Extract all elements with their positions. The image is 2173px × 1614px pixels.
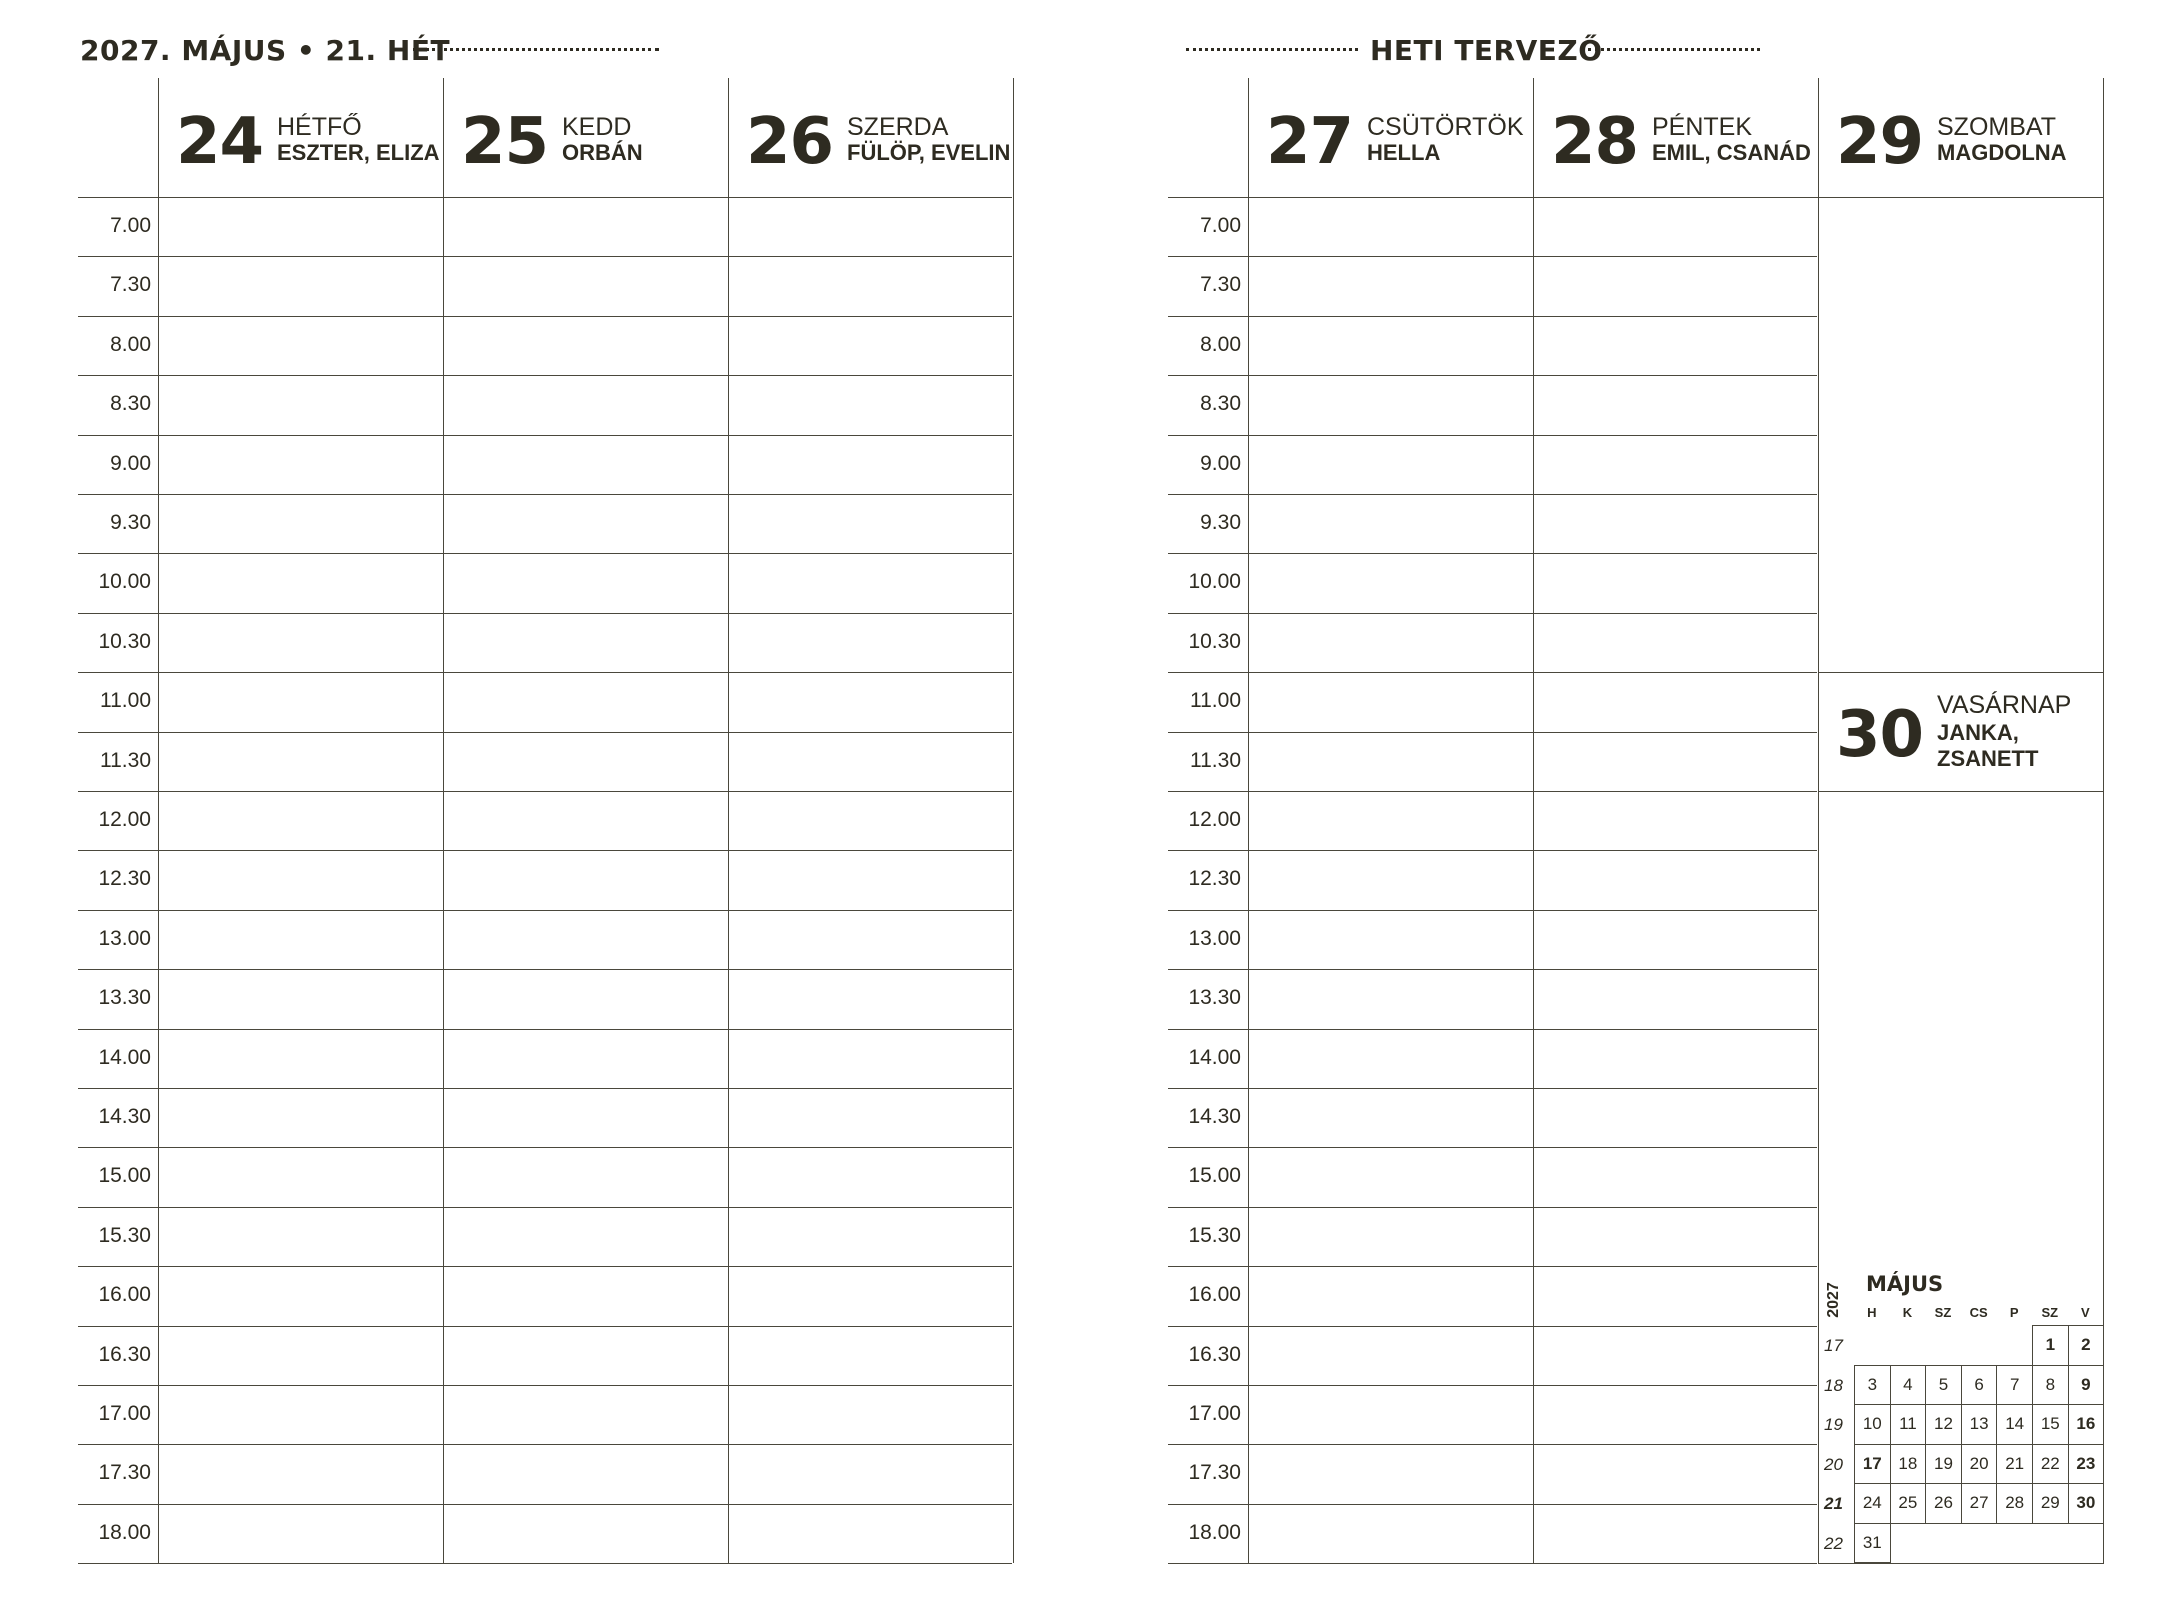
day-name: VASÁRNAP xyxy=(1937,691,2072,719)
time-slot[interactable] xyxy=(1248,494,1533,553)
time-label: 8.30 xyxy=(110,392,151,416)
time-label: 16.00 xyxy=(1188,1283,1241,1307)
mini-calendar-weekday-header: V xyxy=(2081,1305,2090,1320)
time-slot[interactable] xyxy=(1248,613,1533,672)
time-slot[interactable] xyxy=(443,1444,728,1503)
time-slot[interactable] xyxy=(728,1207,1013,1266)
day-name: PÉNTEK xyxy=(1652,113,1753,141)
time-slot[interactable] xyxy=(1248,1266,1533,1325)
time-slot[interactable] xyxy=(158,850,443,909)
time-slot[interactable] xyxy=(728,672,1013,731)
time-slot[interactable] xyxy=(443,1385,728,1444)
time-slot[interactable] xyxy=(443,1088,728,1147)
mini-calendar-year-box xyxy=(1820,1275,1848,1318)
time-slot[interactable] xyxy=(728,1088,1013,1147)
time-label: 15.00 xyxy=(98,1164,151,1188)
mini-calendar-week-number: 21 xyxy=(1824,1494,1843,1513)
mini-calendar-day[interactable]: 16 xyxy=(2068,1404,2105,1445)
mini-calendar-day[interactable]: 26 xyxy=(1925,1483,1962,1524)
mini-calendar-day[interactable]: 20 xyxy=(1961,1444,1998,1485)
name-days: JANKA, xyxy=(1937,720,2019,745)
time-slot[interactable] xyxy=(443,1207,728,1266)
time-label: 13.00 xyxy=(98,926,151,950)
time-slot[interactable] xyxy=(1533,1504,1818,1563)
time-slot[interactable] xyxy=(158,613,443,672)
time-slot[interactable] xyxy=(158,1088,443,1147)
day-name: HÉTFŐ xyxy=(277,113,362,141)
time-slot[interactable] xyxy=(1248,553,1533,612)
time-slot[interactable] xyxy=(158,256,443,315)
time-slot[interactable] xyxy=(443,1266,728,1325)
time-label: 15.00 xyxy=(1188,1164,1241,1188)
time-slot[interactable] xyxy=(1533,969,1818,1028)
mini-calendar-weekday-header: P xyxy=(2009,1305,2019,1320)
name-days: ORBÁN xyxy=(562,140,643,165)
mini-calendar-week-number: 20 xyxy=(1824,1454,1843,1474)
time-slot[interactable] xyxy=(1248,1147,1533,1206)
time-slot[interactable] xyxy=(728,435,1013,494)
mini-calendar-day[interactable]: 31 xyxy=(1854,1523,1891,1564)
time-slot[interactable] xyxy=(728,850,1013,909)
mini-calendar-weekday-header: H xyxy=(1867,1305,1877,1320)
time-slot[interactable] xyxy=(158,553,443,612)
time-label: 16.00 xyxy=(98,1283,151,1307)
day-number: 24 xyxy=(176,105,264,179)
mini-calendar-week-number: 22 xyxy=(1824,1533,1843,1553)
time-label: 7.00 xyxy=(1200,214,1241,237)
mini-calendar-week-number: 17 xyxy=(1824,1336,1843,1355)
time-slot[interactable] xyxy=(158,1385,443,1444)
time-slot[interactable] xyxy=(728,316,1013,375)
mini-calendar-day[interactable]: 29 xyxy=(2032,1483,2069,1524)
time-slot[interactable] xyxy=(1248,1504,1533,1563)
mini-calendar-day[interactable]: 3 xyxy=(1854,1365,1891,1406)
mini-calendar-day[interactable]: 30 xyxy=(2068,1483,2105,1524)
time-slot[interactable] xyxy=(1248,1029,1533,1088)
mini-calendar-day[interactable]: 1 xyxy=(2032,1325,2069,1366)
time-slot[interactable] xyxy=(728,1029,1013,1088)
time-label: 17.00 xyxy=(98,1402,151,1425)
time-slot[interactable] xyxy=(728,553,1013,612)
time-slot[interactable] xyxy=(1533,256,1818,315)
mini-calendar-day[interactable]: 14 xyxy=(1996,1404,2033,1445)
name-days: EMIL, CSANÁD xyxy=(1652,140,1811,165)
time-slot[interactable] xyxy=(728,791,1013,850)
time-slot[interactable] xyxy=(1533,375,1818,434)
time-slot[interactable] xyxy=(443,613,728,672)
time-label: 12.30 xyxy=(1188,867,1241,891)
right-title-dotted-rule-right xyxy=(1588,48,1760,51)
sunday-top-border xyxy=(1818,672,2104,673)
time-label: 18.00 xyxy=(98,1520,151,1544)
day-column-divider xyxy=(1013,78,1014,1563)
time-label: 17.30 xyxy=(1188,1461,1241,1485)
time-slot[interactable] xyxy=(158,375,443,434)
time-label: 13.30 xyxy=(1188,986,1241,1010)
day-number: 26 xyxy=(746,105,834,179)
mini-calendar-day[interactable]: 28 xyxy=(1996,1483,2033,1524)
day-name: KEDD xyxy=(562,113,632,141)
name-days: FÜLÖP, EVELIN xyxy=(847,140,1011,165)
time-label: 14.00 xyxy=(1188,1045,1241,1069)
row-divider xyxy=(78,1563,1012,1564)
time-label: 17.30 xyxy=(98,1461,151,1485)
right-title-dotted-rule-left xyxy=(1186,48,1358,51)
time-slot[interactable] xyxy=(1533,553,1818,612)
day-name: CSÜTÖRTÖK xyxy=(1367,113,1524,141)
time-slot[interactable] xyxy=(728,1444,1013,1503)
mini-calendar-day[interactable]: 4 xyxy=(1890,1365,1927,1406)
saturday-notes-area[interactable] xyxy=(1818,198,2103,672)
time-slot[interactable] xyxy=(443,791,728,850)
time-label: 18.00 xyxy=(1188,1520,1241,1544)
mini-calendar-day[interactable]: 22 xyxy=(2032,1444,2069,1485)
time-slot[interactable] xyxy=(728,1147,1013,1206)
mini-calendar-day[interactable]: 23 xyxy=(2068,1444,2105,1485)
mini-calendar-day[interactable]: 6 xyxy=(1961,1365,1998,1406)
time-slot[interactable] xyxy=(728,197,1013,256)
time-slot[interactable] xyxy=(1533,435,1818,494)
time-slot[interactable] xyxy=(443,732,728,791)
time-label: 8.30 xyxy=(1200,392,1241,416)
time-slot[interactable] xyxy=(158,910,443,969)
time-slot[interactable] xyxy=(443,910,728,969)
mini-calendar-day[interactable]: 18 xyxy=(1890,1444,1927,1485)
mini-calendar-day[interactable]: 2 xyxy=(2068,1325,2105,1366)
day-number: 29 xyxy=(1836,105,1924,179)
time-slot[interactable] xyxy=(728,969,1013,1028)
time-slot[interactable] xyxy=(1248,1385,1533,1444)
time-slot[interactable] xyxy=(728,613,1013,672)
mini-calendar-day[interactable]: 15 xyxy=(2032,1404,2069,1445)
name-days: HELLA xyxy=(1367,140,1441,165)
time-slot[interactable] xyxy=(1248,850,1533,909)
time-slot[interactable] xyxy=(443,256,728,315)
time-slot[interactable] xyxy=(1533,1088,1818,1147)
name-days: MAGDOLNA xyxy=(1937,140,2067,165)
time-slot[interactable] xyxy=(728,375,1013,434)
day-number: 27 xyxy=(1266,105,1354,179)
row-divider xyxy=(1168,1563,1817,1564)
time-slot[interactable] xyxy=(443,435,728,494)
mini-calendar-day[interactable]: 11 xyxy=(1890,1404,1927,1445)
time-label: 11.00 xyxy=(1190,689,1241,713)
time-slot[interactable] xyxy=(1533,1266,1818,1325)
mini-calendar-weekday-header: SZ xyxy=(1934,1305,1952,1320)
time-label: 8.00 xyxy=(110,332,151,356)
time-slot[interactable] xyxy=(1248,969,1533,1028)
time-label: 11.30 xyxy=(1190,748,1241,772)
time-slot[interactable] xyxy=(158,197,443,256)
time-slot[interactable] xyxy=(728,1266,1013,1325)
time-slot[interactable] xyxy=(1533,1207,1818,1266)
time-label: 15.30 xyxy=(1188,1223,1241,1247)
time-slot[interactable] xyxy=(443,494,728,553)
time-slot[interactable] xyxy=(1533,672,1818,731)
mini-calendar-day[interactable]: 13 xyxy=(1961,1404,1998,1445)
time-label: 11.30 xyxy=(100,748,151,772)
name-days: ESZTER, ELIZA xyxy=(277,140,440,165)
time-slot[interactable] xyxy=(158,435,443,494)
time-slot[interactable] xyxy=(728,1326,1013,1385)
time-slot[interactable] xyxy=(1248,910,1533,969)
sunday-notes-area[interactable] xyxy=(1818,792,2103,1262)
mini-calendar-day[interactable]: 10 xyxy=(1854,1404,1891,1445)
time-slot[interactable] xyxy=(728,256,1013,315)
time-slot[interactable] xyxy=(728,1385,1013,1444)
mini-calendar-day[interactable]: 7 xyxy=(1996,1365,2033,1406)
mini-calendar-weekday-header: K xyxy=(1902,1305,1913,1320)
time-slot[interactable] xyxy=(1248,732,1533,791)
mini-calendar-day[interactable]: 12 xyxy=(1925,1404,1962,1445)
left-title-dotted-rule xyxy=(413,48,659,51)
time-label: 8.00 xyxy=(1200,332,1241,356)
time-slot[interactable] xyxy=(1533,197,1818,256)
time-slot[interactable] xyxy=(158,969,443,1028)
time-slot[interactable] xyxy=(443,672,728,731)
time-label: 13.00 xyxy=(1188,926,1241,950)
time-label: 10.00 xyxy=(98,570,151,594)
day-number: 30 xyxy=(1836,698,1924,772)
time-slot[interactable] xyxy=(158,672,443,731)
time-label: 9.30 xyxy=(110,511,151,534)
time-slot[interactable] xyxy=(443,1147,728,1206)
time-label: 10.30 xyxy=(1188,629,1241,653)
time-slot[interactable] xyxy=(1248,1088,1533,1147)
time-slot[interactable] xyxy=(443,969,728,1028)
time-slot[interactable] xyxy=(728,910,1013,969)
right-page-title: HETI TERVEZŐ xyxy=(1370,34,1603,67)
time-label: 16.30 xyxy=(98,1342,151,1366)
mini-calendar-week-number: 18 xyxy=(1824,1375,1843,1395)
time-slot[interactable] xyxy=(158,316,443,375)
mini-calendar-day[interactable]: 5 xyxy=(1925,1365,1962,1406)
mini-calendar-day[interactable]: 19 xyxy=(1925,1444,1962,1485)
time-label: 14.00 xyxy=(98,1045,151,1069)
time-label: 15.30 xyxy=(98,1223,151,1247)
time-slot[interactable] xyxy=(158,1029,443,1088)
time-label: 12.00 xyxy=(1188,808,1241,831)
mini-calendar-day[interactable]: 17 xyxy=(1854,1444,1891,1485)
time-slot[interactable] xyxy=(1248,1207,1533,1266)
time-slot[interactable] xyxy=(1248,791,1533,850)
mini-calendar-weekday-header: SZ xyxy=(2041,1305,2059,1320)
left-page-title: 2027. MÁJUS • 21. HÉT xyxy=(80,34,451,67)
time-slot[interactable] xyxy=(1248,375,1533,434)
time-slot[interactable] xyxy=(1533,850,1818,909)
time-slot[interactable] xyxy=(1248,1326,1533,1385)
time-slot[interactable] xyxy=(158,1207,443,1266)
mini-calendar-day[interactable]: 21 xyxy=(1996,1444,2033,1485)
time-slot[interactable] xyxy=(443,553,728,612)
time-slot[interactable] xyxy=(1533,1326,1818,1385)
time-label: 14.30 xyxy=(98,1105,151,1128)
mini-calendar-day[interactable]: 9 xyxy=(2068,1365,2105,1406)
time-label: 17.00 xyxy=(1188,1402,1241,1425)
time-label: 9.00 xyxy=(110,451,151,475)
time-slot[interactable] xyxy=(1533,613,1818,672)
time-label: 9.30 xyxy=(1200,511,1241,534)
time-label: 7.00 xyxy=(110,214,151,237)
time-slot[interactable] xyxy=(1248,672,1533,731)
time-slot[interactable] xyxy=(1533,910,1818,969)
time-slot[interactable] xyxy=(1533,1147,1818,1206)
time-slot[interactable] xyxy=(1248,316,1533,375)
time-slot[interactable] xyxy=(1533,732,1818,791)
time-slot[interactable] xyxy=(158,494,443,553)
time-slot[interactable] xyxy=(728,1504,1013,1563)
time-slot[interactable] xyxy=(443,375,728,434)
mini-calendar-day[interactable]: 8 xyxy=(2032,1365,2069,1406)
name-days: ZSANETT xyxy=(1937,746,2039,771)
time-slot[interactable] xyxy=(158,1504,443,1563)
time-slot[interactable] xyxy=(1533,1385,1818,1444)
time-slot[interactable] xyxy=(1533,791,1818,850)
sunday-column-bottom-border xyxy=(1818,1563,2104,1564)
mini-calendar-weekday-header: CS xyxy=(1969,1305,1988,1320)
mini-calendar-month: MÁJUS xyxy=(1866,1272,1944,1296)
time-slot[interactable] xyxy=(158,1266,443,1325)
time-slot[interactable] xyxy=(1533,494,1818,553)
day-number: 25 xyxy=(461,105,549,179)
time-slot[interactable] xyxy=(443,1326,728,1385)
time-slot[interactable] xyxy=(158,1444,443,1503)
time-slot[interactable] xyxy=(158,732,443,791)
time-label: 12.00 xyxy=(98,808,151,831)
time-slot[interactable] xyxy=(443,1504,728,1563)
day-name: SZOMBAT xyxy=(1937,113,2056,141)
mini-calendar-day[interactable]: 24 xyxy=(1854,1483,1891,1524)
time-slot[interactable] xyxy=(158,791,443,850)
time-label: 7.30 xyxy=(110,273,151,297)
day-number: 28 xyxy=(1551,105,1639,179)
time-slot[interactable] xyxy=(1533,1444,1818,1503)
time-label: 13.30 xyxy=(98,986,151,1010)
mini-calendar-year: 2027 xyxy=(1824,1282,1842,1318)
time-slot[interactable] xyxy=(1248,197,1533,256)
time-label: 16.30 xyxy=(1188,1342,1241,1366)
time-slot[interactable] xyxy=(443,1029,728,1088)
time-slot[interactable] xyxy=(443,316,728,375)
time-slot[interactable] xyxy=(158,1326,443,1385)
time-slot[interactable] xyxy=(728,494,1013,553)
time-label: 7.30 xyxy=(1200,273,1241,297)
time-label: 14.30 xyxy=(1188,1105,1241,1128)
day-name: SZERDA xyxy=(847,113,949,141)
mini-calendar-day[interactable]: 27 xyxy=(1961,1483,1998,1524)
time-slot[interactable] xyxy=(1248,256,1533,315)
time-label: 11.00 xyxy=(100,689,151,713)
time-label: 10.00 xyxy=(1188,570,1241,594)
time-slot[interactable] xyxy=(443,197,728,256)
time-slot[interactable] xyxy=(728,732,1013,791)
time-slot[interactable] xyxy=(1248,435,1533,494)
time-label: 12.30 xyxy=(98,867,151,891)
mini-calendar-week-number: 19 xyxy=(1824,1415,1843,1434)
time-label: 9.00 xyxy=(1200,451,1241,475)
time-slot[interactable] xyxy=(443,850,728,909)
time-slot[interactable] xyxy=(1533,1029,1818,1088)
time-slot[interactable] xyxy=(1533,316,1818,375)
mini-calendar-day[interactable]: 25 xyxy=(1890,1483,1927,1524)
time-slot[interactable] xyxy=(158,1147,443,1206)
time-slot[interactable] xyxy=(1248,1444,1533,1503)
time-label: 10.30 xyxy=(98,629,151,653)
